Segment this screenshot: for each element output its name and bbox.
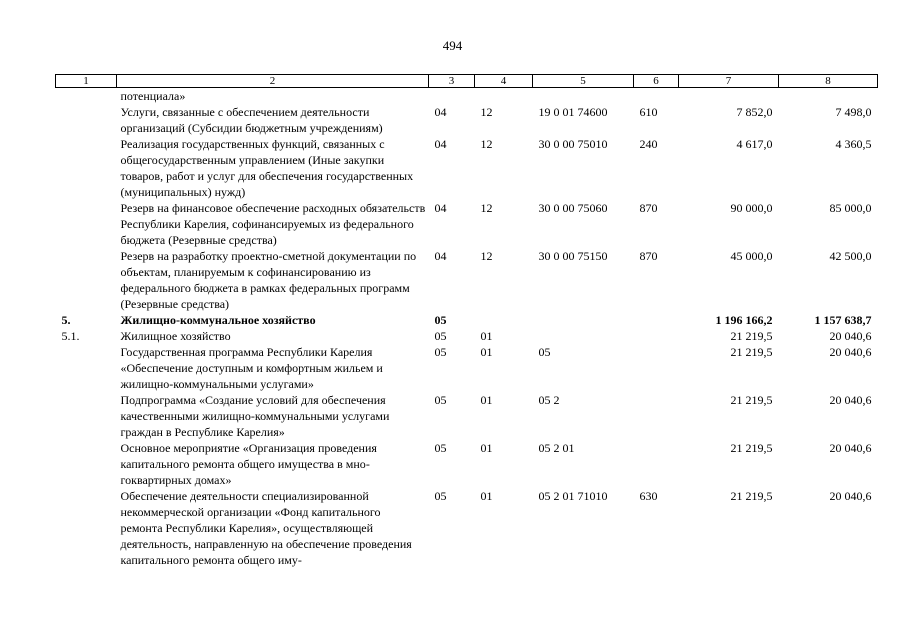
row-subsection (475, 312, 533, 328)
row-expense-type: 610 (639, 105, 658, 119)
row-subsection: 12 (480, 201, 493, 215)
row-expense-type (634, 312, 679, 328)
row-section (429, 88, 475, 105)
row-target-article: 05 2 01 71010 (538, 489, 608, 503)
row-section: 05 (434, 393, 447, 407)
row-subsection: 12 (480, 249, 493, 263)
row-amount-2 (779, 88, 878, 105)
row-subsection: 01 (480, 393, 493, 407)
row-number (56, 344, 117, 392)
row-section: 05 (434, 313, 447, 327)
row-amount-2: 20 040,6 (829, 393, 872, 407)
row-section: 04 (434, 249, 447, 263)
row-expense-type (634, 440, 679, 488)
row-expense-type (634, 392, 679, 440)
row-subsection: 01 (480, 489, 493, 503)
row-name: Жилищно-коммунальное хозяйство (120, 313, 316, 327)
row-subsection: 01 (480, 441, 493, 455)
table-row (56, 88, 878, 105)
row-number (56, 392, 117, 440)
row-amount-1: 21 219,5 (730, 489, 773, 503)
table-row (56, 104, 878, 136)
row-name: Обеспечение деятельности специализированной некоммерческой организации «Фонд капитального ремонта Республики Карелия», осуществляющей деятельность, направленную на обеспечение проведения капитального ремонта общего иму- (120, 489, 412, 567)
row-number (56, 104, 117, 136)
header-col-1: 1 (56, 75, 117, 88)
table-row (56, 440, 878, 488)
table-row (56, 136, 878, 200)
row-number (56, 488, 117, 568)
header-col-6: 6 (634, 75, 679, 88)
row-amount-1: 21 219,5 (730, 345, 773, 359)
row-expense-type: 870 (639, 201, 658, 215)
row-target-article (533, 328, 634, 344)
row-expense-type: 240 (639, 137, 658, 151)
row-section: 05 (434, 329, 447, 343)
table-row (56, 200, 878, 248)
row-number (56, 88, 117, 105)
row-amount-1: 45 000,0 (730, 249, 773, 263)
page-number: 494 (442, 38, 463, 53)
row-section: 04 (434, 137, 447, 151)
row-number: 5.1. (61, 329, 80, 343)
row-amount-2: 20 040,6 (829, 345, 872, 359)
row-amount-1: 1 196 166,2 (715, 313, 773, 327)
row-name: Резерв на разработку проектно-сметной документации по объектам, планируемым к софинансированию из федерального бюджета в рамках федеральных программ (Резервные средства) (120, 249, 417, 311)
row-target-article: 30 0 00 75060 (538, 201, 608, 215)
row-name: Услуги, связанные с обеспечением деятельности организаций (Субсидии бюджетным учреждениям) (120, 105, 383, 135)
row-amount-1 (679, 88, 779, 105)
row-amount-1: 90 000,0 (730, 201, 773, 215)
row-subsection: 01 (480, 329, 493, 343)
row-amount-2: 20 040,6 (829, 489, 872, 503)
row-amount-2: 85 000,0 (829, 201, 872, 215)
row-expense-type: 630 (639, 489, 658, 503)
row-target-article (533, 88, 634, 105)
row-amount-2: 42 500,0 (829, 249, 872, 263)
row-section: 04 (434, 201, 447, 215)
row-amount-2: 20 040,6 (829, 441, 872, 455)
row-target-article: 05 2 (538, 393, 560, 407)
row-name: Подпрограмма «Создание условий для обеспечения качественными жилищно-коммунальными услугами граждан в Республике Карелия» (120, 393, 390, 439)
row-name: Жилищное хозяйство (120, 329, 231, 343)
row-amount-1: 21 219,5 (730, 393, 773, 407)
header-col-8: 8 (779, 75, 878, 88)
table-row (56, 248, 878, 312)
row-name: Основное мероприятие «Организация проведения капитального ремонта общего имущества в многоквартирных домах» (120, 441, 377, 487)
row-number (56, 136, 117, 200)
header-col-4: 4 (475, 75, 533, 88)
table-row (56, 488, 878, 568)
header-col-2: 2 (117, 75, 429, 88)
row-expense-type (634, 88, 679, 105)
row-number (56, 440, 117, 488)
row-amount-1: 21 219,5 (730, 329, 773, 343)
row-section: 05 (434, 345, 447, 359)
row-subsection: 12 (480, 105, 493, 119)
row-amount-1: 7 852,0 (736, 105, 773, 119)
row-expense-type: 870 (639, 249, 658, 263)
row-amount-2: 20 040,6 (829, 329, 872, 343)
row-name: потенциала» (120, 89, 186, 103)
row-number (56, 200, 117, 248)
row-target-article: 30 0 00 75150 (538, 249, 608, 263)
header-col-5: 5 (533, 75, 634, 88)
row-number (56, 248, 117, 312)
row-amount-2: 7 498,0 (835, 105, 872, 119)
row-subsection: 12 (480, 137, 493, 151)
row-name: Реализация государственных функций, связанных с общегосударственным управлением (Иные закупки товаров, работ и услуг для обеспечения государственных (муниципальных) нужд) (120, 137, 414, 199)
row-name: Государственная программа Республики Карелия «Обеспечение доступным и комфортным жильем и жилищно-коммунальными услугами» (120, 345, 383, 391)
column-number-header (56, 75, 878, 88)
row-section: 05 (434, 489, 447, 503)
budget-table (55, 74, 878, 568)
row-section: 05 (434, 441, 447, 455)
row-number: 5. (61, 313, 71, 327)
row-target-article: 30 0 00 75010 (538, 137, 608, 151)
table-row (56, 312, 878, 328)
row-amount-2: 4 360,5 (835, 137, 872, 151)
row-amount-1: 4 617,0 (736, 137, 773, 151)
header-col-3: 3 (429, 75, 475, 88)
row-section: 04 (434, 105, 447, 119)
row-expense-type (634, 344, 679, 392)
row-subsection: 01 (480, 345, 493, 359)
row-target-article: 19 0 01 74600 (538, 105, 608, 119)
row-name: Резерв на финансовое обеспечение расходных обязательств Республики Карелия, софинансируемых из федерального бюджета (Резервные средства) (120, 201, 426, 247)
table-body (56, 88, 878, 569)
table-row (56, 328, 878, 344)
table-row (56, 392, 878, 440)
row-target-article: 05 (538, 345, 551, 359)
row-subsection (475, 88, 533, 105)
row-target-article: 05 2 01 (538, 441, 575, 455)
table-row (56, 344, 878, 392)
row-amount-2: 1 157 638,7 (814, 313, 872, 327)
row-target-article (533, 312, 634, 328)
row-amount-1: 21 219,5 (730, 441, 773, 455)
row-expense-type (634, 328, 679, 344)
header-col-7: 7 (679, 75, 779, 88)
